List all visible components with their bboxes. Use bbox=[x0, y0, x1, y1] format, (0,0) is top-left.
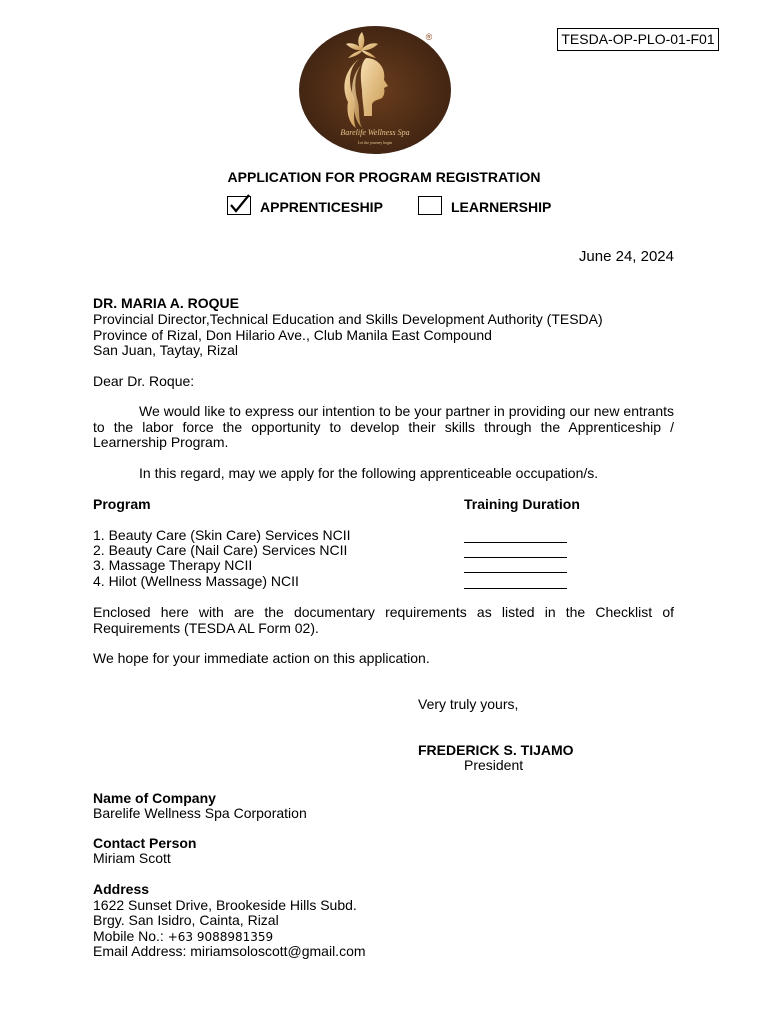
address-line1: 1622 Sunset Drive, Brookeside Hills Subd. bbox=[93, 897, 357, 913]
email-label: Email Address: bbox=[93, 943, 187, 959]
email-value[interactable]: miriamsoloscott@gmail.com bbox=[190, 943, 366, 959]
body-paragraph-4: We hope for your immediate action on this application. bbox=[93, 650, 430, 666]
contact-label: Contact Person bbox=[93, 835, 197, 851]
body-paragraph-2: In this regard, may we apply for the following apprenticeable occupation/s. bbox=[139, 465, 599, 481]
mobile-label: Mobile No.: bbox=[93, 928, 164, 944]
salutation: Dear Dr. Roque: bbox=[93, 373, 195, 389]
signatory-name: FREDERICK S. TIJAMO bbox=[418, 742, 574, 758]
logo-brand-text: Barelife Wellness Spa bbox=[340, 128, 410, 137]
program-row: 1. Beauty Care (Skin Care) Services NCII bbox=[93, 527, 351, 543]
logo-emblem bbox=[298, 24, 452, 155]
apprenticeship-checkbox[interactable] bbox=[227, 196, 251, 215]
duration-blank[interactable] bbox=[464, 587, 567, 589]
checkmark-icon bbox=[228, 194, 252, 214]
form-code-box: TESDA-OP-PLO-01-F01 bbox=[557, 28, 719, 51]
duration-blank[interactable] bbox=[464, 556, 567, 558]
registered-mark: ® bbox=[425, 32, 433, 42]
recipient-line1: Provincial Director,Technical Education and Skills Development Authority (TESDA) bbox=[93, 311, 603, 327]
program-header: Program bbox=[93, 496, 151, 512]
program-row: 3. Massage Therapy NCII bbox=[93, 557, 253, 573]
contact-value: Miriam Scott bbox=[93, 850, 171, 866]
duration-header: Training Duration bbox=[464, 496, 580, 512]
body-paragraph-3: Enclosed here with are the documentary requirements as listed in the Checklist of Requirements (TESDA AL Form 02). bbox=[93, 604, 674, 636]
logo-tagline: Let the journey begin bbox=[357, 140, 393, 145]
address-line2: Brgy. San Isidro, Cainta, Rizal bbox=[93, 912, 279, 928]
company-label: Name of Company bbox=[93, 790, 216, 806]
address-label: Address bbox=[93, 881, 150, 897]
body-paragraph-1: We would like to express our intention to be your partner in providing our new entrants to the labor force the opportunity to develop their skills through the Apprenticeship / Learnership Program. bbox=[93, 403, 674, 450]
duration-blank[interactable] bbox=[464, 541, 567, 543]
valediction: Very truly yours, bbox=[418, 696, 519, 712]
recipient-name: DR. MARIA A. ROQUE bbox=[93, 295, 239, 311]
program-row: 4. Hilot (Wellness Massage) NCII bbox=[93, 573, 299, 589]
page-title: APPLICATION FOR PROGRAM REGISTRATION bbox=[227, 169, 541, 185]
recipient-line3: San Juan, Taytay, Rizal bbox=[93, 342, 239, 358]
apprenticeship-label: APPRENTICESHIP bbox=[260, 199, 383, 215]
company-value: Barelife Wellness Spa Corporation bbox=[93, 805, 307, 821]
mobile-value: +63 9088981359 bbox=[167, 930, 274, 944]
letter-date: June 24, 2024 bbox=[578, 248, 674, 265]
company-logo bbox=[298, 24, 452, 155]
learnership-checkbox[interactable] bbox=[418, 196, 442, 215]
duration-blank[interactable] bbox=[464, 571, 567, 573]
program-row: 2. Beauty Care (Nail Care) Services NCII bbox=[93, 542, 348, 558]
signatory-position: President bbox=[464, 757, 524, 773]
recipient-line2: Province of Rizal, Don Hilario Ave., Club Manila East Compound bbox=[93, 327, 492, 343]
email-line bbox=[93, 944, 366, 960]
learnership-label: LEARNERSHIP bbox=[451, 199, 552, 215]
